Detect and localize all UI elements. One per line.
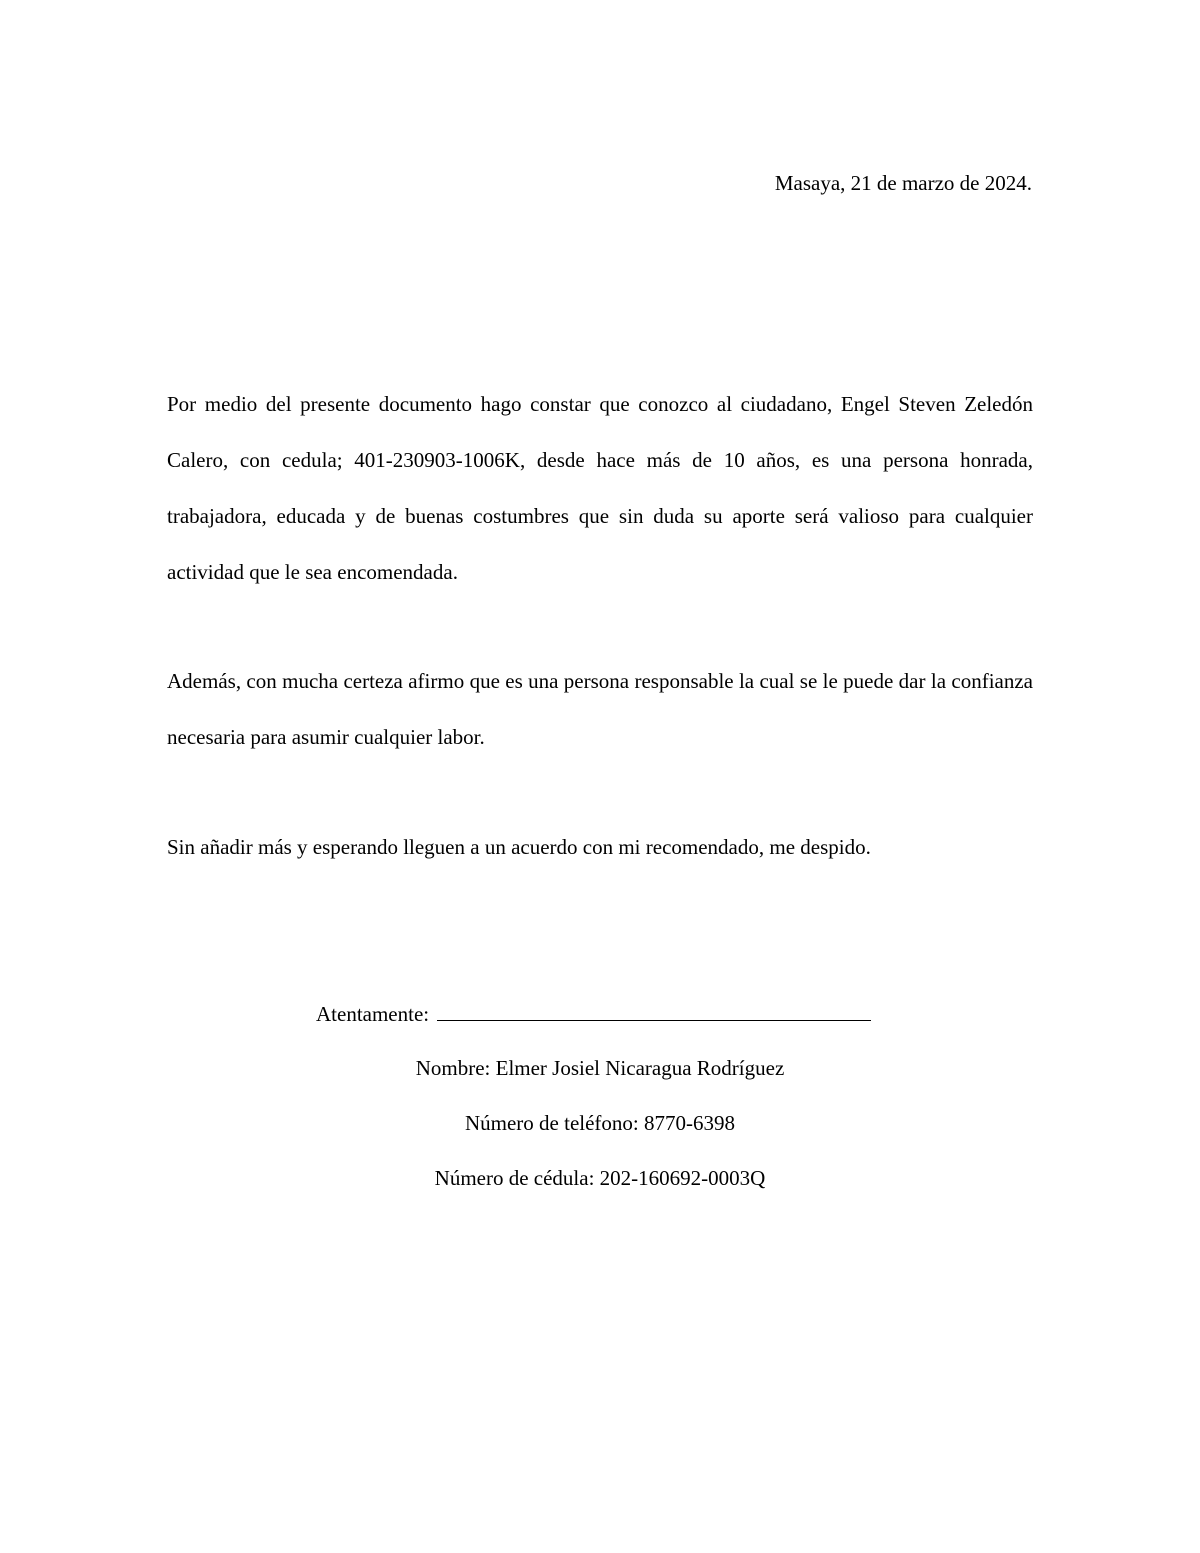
body-paragraph-3: Sin añadir más y esperando lleguen a un acuerdo con mi recomendado, me despido. (167, 835, 871, 859)
closing-label: Atentamente: (316, 1002, 430, 1026)
date-line: Masaya, 21 de marzo de 2024. (774, 171, 1032, 195)
body-paragraph-2: Además, con mucha certeza afirmo que es una persona responsable la cual se le puede dar la confianza necesaria para asumir cualquier labor. (167, 669, 1033, 749)
signer-phone: Número de teléfono: 8770-6398 (464, 1111, 736, 1135)
signer-id-number: Número de cédula: 202-160692-0003Q (434, 1166, 766, 1190)
body-paragraph-1: Por medio del presente documento hago constar que conozco al ciudadano, Engel Steven Zeledón Calero, con cedula; 401-230903-1006K, desde hace más de 10 años, es una persona honrada, trabajadora, educada y de buenas costumbres que sin duda su aporte será valioso para cualquier actividad que le sea encomendada. (167, 392, 1033, 584)
signature-blank (437, 998, 871, 1021)
signature-line (316, 998, 871, 1029)
signer-name: Nombre: Elmer Josiel Nicaragua Rodríguez (415, 1056, 785, 1080)
